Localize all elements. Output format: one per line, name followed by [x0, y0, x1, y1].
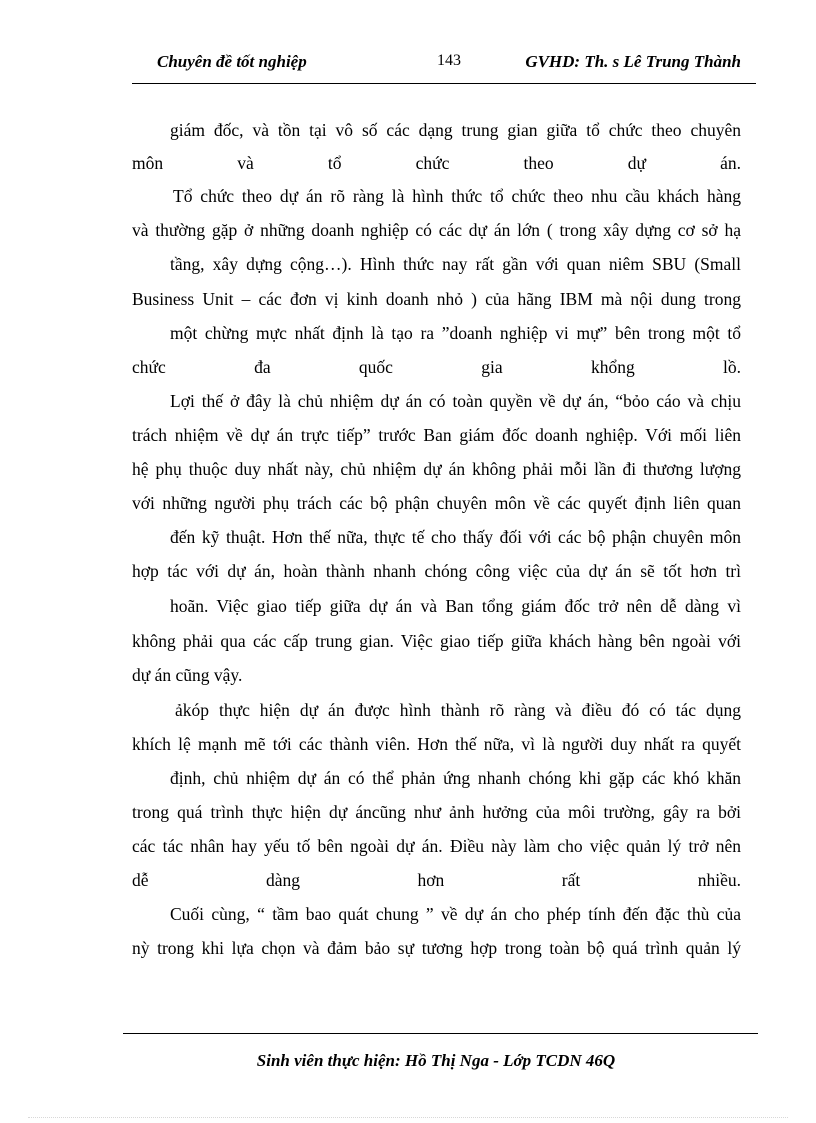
text-line: tầng, xây dựng cộng…). Hình thức nay rất gần với quan niêm SBU (Small — [170, 254, 741, 274]
text-line: Business Unit – các đơn vị kinh doanh nhỏ ) của hãng IBM mà nội dung trong — [132, 289, 741, 309]
text-line: khích lệ mạnh mẽ tới các thành viên. Hơn thế nữa, vì là người duy nhất ra quyết — [132, 734, 741, 754]
text-line: hoãn. Việc giao tiếp giữa dự án và Ban tổng giám đốc trở nên dễ dàng vì — [170, 596, 741, 616]
text-line: các tác nhân hay yếu tố bên ngoài dự án. Điều này làm cho việc quản lý trở nên — [132, 836, 741, 856]
header-title: Chuyên đề tốt nghiệp — [157, 52, 307, 71]
text-line: chức đa quốc gia khổng lồ. — [132, 357, 741, 377]
text-line: ảkóp thực hiện dự án được hình thành rõ ràng và điều đó có tác dụng — [175, 700, 741, 720]
footer-divider — [123, 1033, 758, 1034]
text-line: định, chủ nhiệm dự án có thể phản ứng nhanh chóng khi gặp các khó khăn — [170, 768, 741, 788]
text-line: dự án cũng vậy. — [132, 665, 243, 685]
text-line: với những người phụ trách các bộ phận chuyên môn về các quyết định liên quan — [132, 493, 741, 513]
header-supervisor: GVHD: Th. s Lê Trung Thành — [525, 52, 741, 71]
text-line: giám đốc, và tồn tại vô số các dạng trung gian giữa tổ chức theo chuyên — [170, 120, 741, 140]
text-line: một chừng mực nhất định là tạo ra ”doanh nghiệp vi mự” bên trong một tổ — [170, 323, 741, 343]
text-line: dễ dàng hơn rất nhiều. — [132, 870, 741, 890]
page-number: 143 — [437, 52, 461, 69]
text-line: Tổ chức theo dự án rõ ràng là hình thức tổ chức theo nhu cầu khách hàng — [173, 186, 741, 206]
text-line: không phải qua các cấp trung gian. Việc giao tiếp giữa khách hàng bên ngoài với — [132, 631, 741, 651]
text-line: và thường gặp ở những doanh nghiệp có các dự án lớn ( trong xây dựng cơ sở hạ — [132, 220, 741, 240]
text-line: trong quá trình thực hiện dự áncũng như ảnh hưởng của môi trường, gây ra bởi — [132, 802, 741, 822]
text-line: nỳ trong khi lựa chọn và đảm bảo sự tương hợp trong toàn bộ quá trình quản lý — [132, 938, 741, 958]
text-line: trách nhiệm về dự án trực tiếp” trước Ban giám đốc doanh nghiệp. Với mối liên — [132, 425, 741, 445]
text-line: hợp tác với dự án, hoàn thành nhanh chóng công việc của dự án sẽ tốt hơn trì — [132, 561, 741, 581]
text-line: Lợi thế ở đây là chủ nhiệm dự án có toàn quyền về dự án, “bỏo cáo và chịu — [170, 391, 741, 411]
page-bottom-border — [28, 1117, 788, 1118]
text-line: Cuối cùng, “ tầm bao quát chung ” về dự án cho phép tính đến đặc thù của — [170, 904, 741, 924]
text-line: môn và tổ chức theo dự án. — [132, 153, 741, 173]
text-line: đến kỹ thuật. Hơn thế nữa, thực tế cho thấy đối với các bộ phận chuyên môn — [170, 527, 741, 547]
footer-author: Sinh viên thực hiện: Hồ Thị Nga - Lớp TCDN 46Q — [256, 1051, 616, 1070]
text-line: hệ phụ thuộc duy nhất này, chủ nhiệm dự án không phải mỗi lần đi thương lượng — [132, 459, 741, 479]
header-divider — [132, 83, 756, 84]
